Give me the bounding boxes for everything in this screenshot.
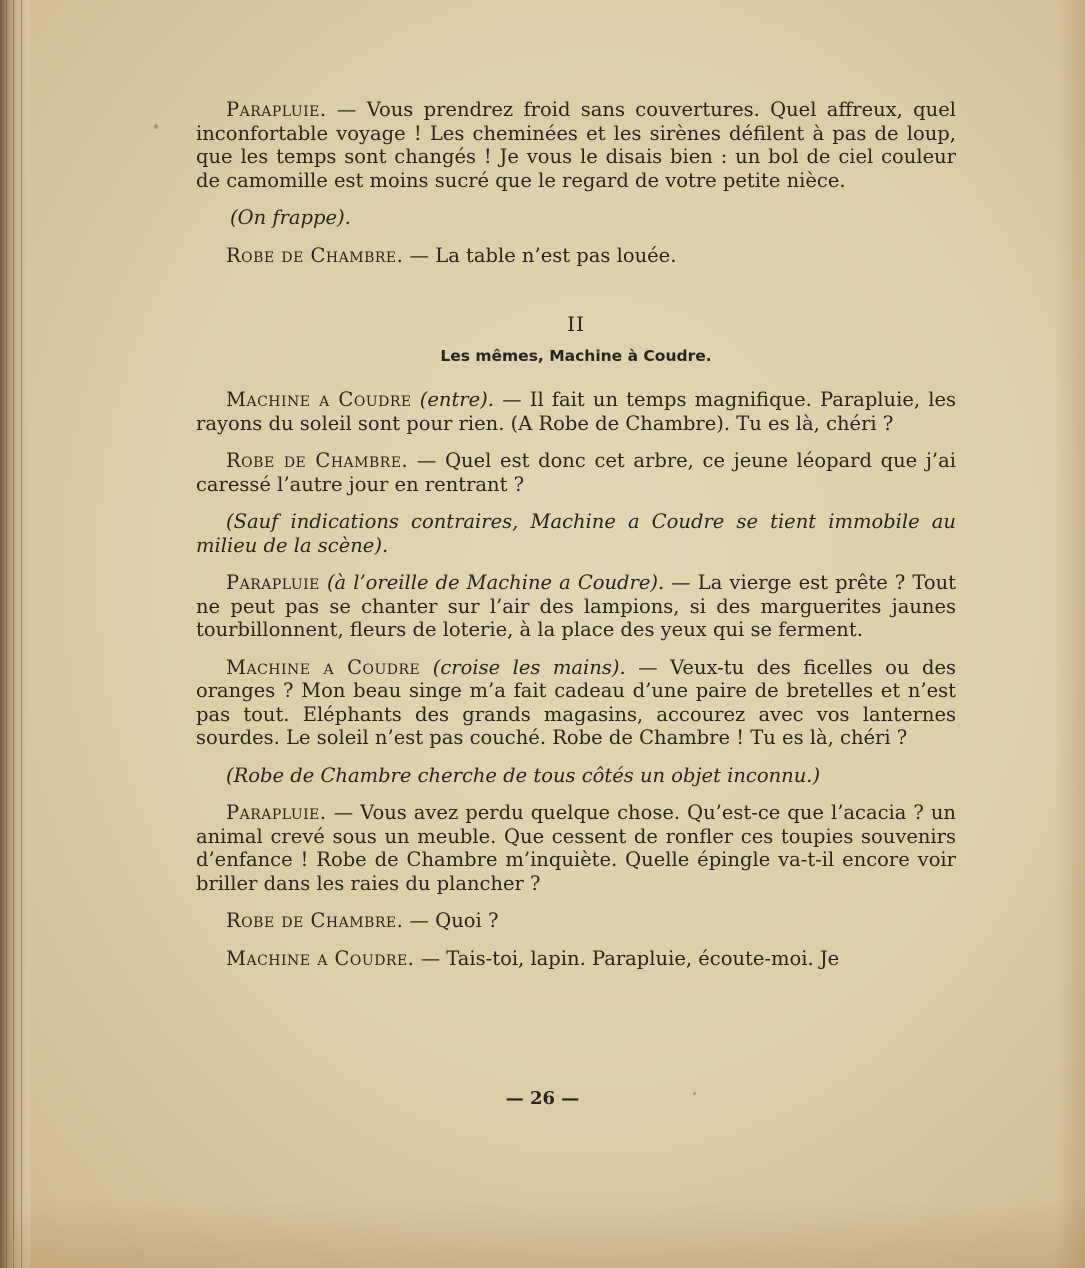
- stage-direction-inline: (entre).: [411, 388, 494, 411]
- stage-direction: (Robe de Chambre cherche de tous côtés un objet inconnu.): [226, 763, 821, 787]
- dialogue-text: — Vous prendrez froid sans couvertures. Quel affreux, quel inconfortable voyage ! Les cheminées et les sirènes défilent à pas de loup, que les temps sont changés ! Je vous le disais bien : un bol de ciel couleur de camomille est moins sucré que le regard de votre petite nièce.: [196, 98, 956, 192]
- stage-direction-inline: (croise les mains).: [420, 655, 626, 679]
- dialogue-paragraph: [196, 947, 956, 971]
- paper-spot: [154, 124, 158, 129]
- dialogue-text: — Quel est donc cet arbre, ce jeune léopard que j’ai caressé l’autre jour en rentrant ?: [196, 449, 956, 496]
- dialogue-paragraph: [196, 909, 956, 933]
- binding-edge: [13, 0, 14, 1268]
- dialogue-paragraph: [196, 656, 956, 750]
- page-number: — 26 —: [505, 1088, 580, 1109]
- speaker-name: Machine a Coudre: [226, 655, 421, 679]
- dialogue-paragraph: [196, 801, 956, 895]
- scene-title: Les mêmes, Machine à Coudre.: [440, 346, 712, 365]
- scene-number: II: [567, 312, 585, 336]
- binding-edge: [21, 0, 22, 1268]
- dialogue-text: — Veux-tu des ficelles ou des oranges ? Mon beau singe m’a fait cadeau d’une paire de bretelles et n’est pas tout. Eléphants des grands magasins, accourez avec vos lanternes sourdes. Le soleil n’est pas couché. Robe de Chambre ! Tu es là, chéri ?: [196, 655, 956, 749]
- speaker-name: Robe de Chambre.: [226, 909, 404, 932]
- dialogue-text: — Quoi ?: [403, 909, 499, 932]
- dialogue-paragraph: [196, 98, 956, 192]
- dialogue-paragraph: [196, 244, 956, 268]
- speaker-name: Robe de Chambre.: [226, 449, 409, 472]
- binding-edge: [6, 0, 7, 1268]
- dialogue-paragraph: [196, 449, 956, 496]
- speaker-name: Machine a Coudre.: [226, 946, 415, 970]
- dialogue-text: — La table n’est pas louée.: [403, 243, 677, 267]
- dialogue-text: — Tais-toi, lapin. Parapluie, écoute-moi. Je: [414, 946, 840, 970]
- speaker-name: Parapluie.: [226, 98, 327, 121]
- stage-direction-inline: (à l’oreille de Machine a Coudre).: [319, 571, 665, 594]
- page-edge-shadow: [1057, 0, 1085, 1268]
- stage-direction: (On frappe).: [230, 206, 351, 229]
- dialogue-text: — La vierge est prête ? Tout ne peut pas se chanter sur l’air des lampions, si des marguerites jaunes tourbillonnent, fleurs de loterie, à la place des yeux qui se ferment.: [196, 571, 956, 641]
- speaker-name: Parapluie.: [226, 801, 327, 824]
- speaker-name: Parapluie: [226, 571, 320, 594]
- dialogue-paragraph: [196, 571, 956, 642]
- dialogue-text: — Il fait un temps magnifique. Parapluie, les rayons du soleil sont pour rien. (A Robe de Chambre). Tu es là, chéri ?: [196, 388, 956, 435]
- dialogue-text: — Vous avez perdu quelque chose. Qu’est-ce que l’acacia ? un animal crevé sous un meuble. Que cessent de ronfler ces toupies souvenirs d’enfance ! Robe de Chambre m’inquiète. Quelle épingle va-t-il encore voir briller dans les raies du plancher ?: [196, 801, 956, 895]
- dialogue-paragraph: [196, 388, 956, 435]
- stage-direction: (Sauf indications contraires, Machine a Coudre se tient immobile au milieu de la scène).: [196, 510, 956, 557]
- book-binding: [0, 0, 30, 1268]
- page-text: [196, 98, 956, 984]
- page-edge-shadow: [0, 1198, 1085, 1268]
- speaker-name: Robe de Chambre.: [226, 243, 404, 267]
- speaker-name: Machine a Coudre: [226, 388, 412, 411]
